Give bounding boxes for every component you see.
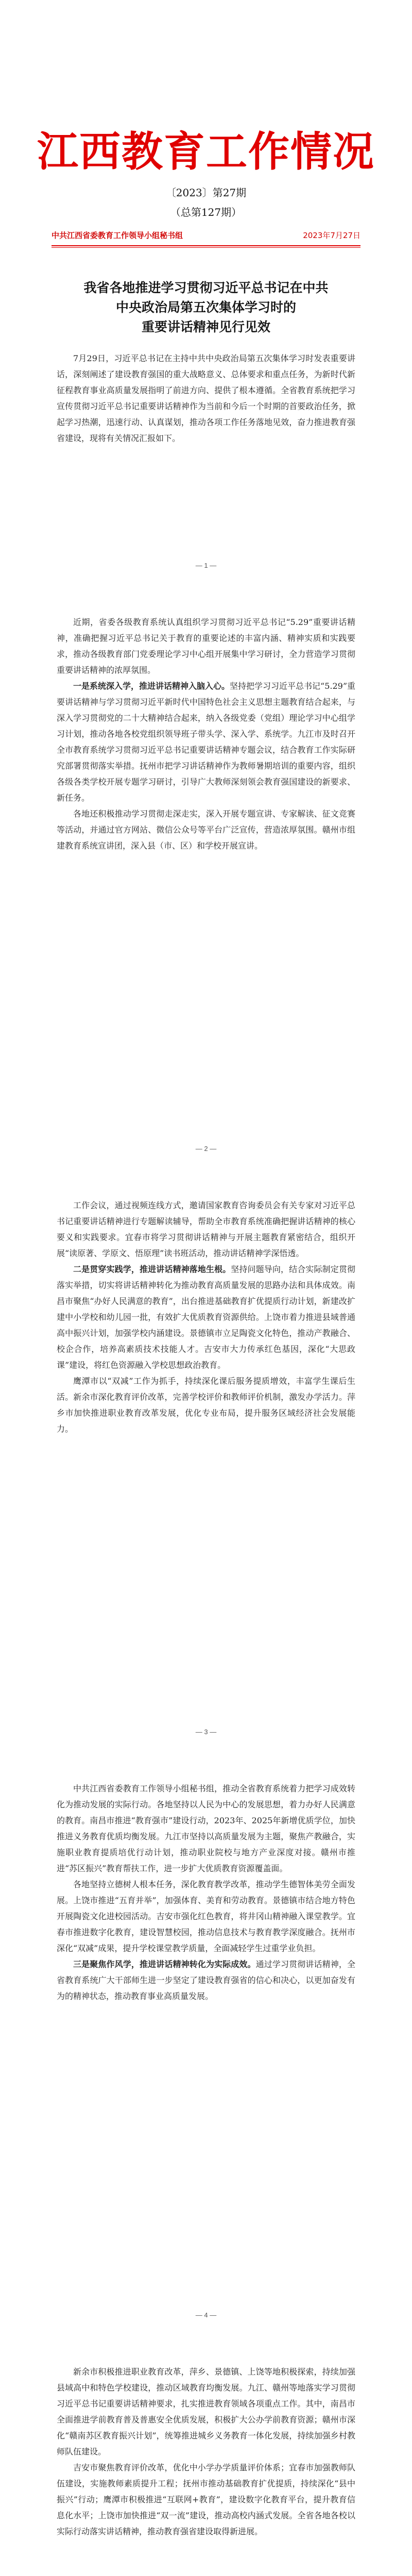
section-2-text: 坚持问题导向，结合实际制定贯彻落实举措，切实将讲话精神转化为推动教育高质量发展的思路办法和具体成效。南昌市聚焦“办好人民满意的教育”，出台推进基础教育扩优提质行动计划，新建改扩建中小学校和幼儿园一批，有效扩大优质教育资源供给。上饶市着力推进县域普通高中振兴计划，加强学校内涵建设。景德镇市立足陶瓷文化特色，推动产教融合、校企合作，培养高素质技术技能人才。吉安市大力传承红色基因，深化“大思政课”建设，将红色资源融入学校思想政治教育。 — [57, 1264, 355, 1370]
body-intro: 近期，省委各级教育系统认真组织学习贯彻习近平总书记“5.29”重要讲话精神，准确把握习近平总书记关于教育的重要论述的丰富内涵、精神实质和实践要求，推动各级教育部门党委理论学习中心组开展集中学习研讨，全力营造学习贯彻重要讲话精神的浓厚氛围。 — [57, 617, 355, 675]
section-1 — [57, 678, 355, 806]
issue-number: 〔2023〕第27期 — [165, 187, 247, 199]
publisher-row — [52, 230, 360, 241]
section-1-heading: 一是系统深入学，推进讲话精神入脑入心。 — [73, 681, 230, 691]
red-divider — [52, 245, 360, 246]
section-2-text-2: 鹰潭市以“双减”工作为抓手，持续深化课后服务提质增效，丰富学生课后生活。新余市深化教育评价改革，完善学校评价和教师评价机制，激发办学活力。萍乡市加快推进职业教育改革发展，优化专业布局，提升服务区域经济社会发展能力。 — [57, 1376, 355, 1434]
section-3-intro: 各地坚持立德树人根本任务，深化教育教学改革，推动学生德智体美劳全面发展。上饶市推进“五育并举”，加强体育、美育和劳动教育。景德镇市结合地方特色开展陶瓷文化进校园活动。吉安市强化红色教育，将井冈山精神融入课堂教学。宜春市推进数字化教育，建设智慧校园，推动信息技术与教育教学深度融合。抚州市深化“双减”成果，提升学校课堂教学质量，全面减轻学生过重学业负担。 — [57, 1879, 355, 1953]
section-2 — [57, 1261, 355, 1373]
page-number: — 4 — — [195, 2311, 217, 2319]
section-3 — [57, 1956, 355, 2004]
body-text — [57, 614, 355, 854]
serial-number: （总第127期） — [170, 206, 242, 218]
publish-date: 2023年7月27日 — [303, 231, 360, 240]
page-1 — [0, 0, 412, 583]
lead-section — [57, 350, 355, 446]
publisher: 中共江西省委教育工作领导小组秘书组 — [52, 231, 183, 240]
section-1-text-2: 各地还积极推动学习贯彻走深走实，深入开展专题宣讲、专家解读、征文竞赛等活动，并通过官方网站、微信公众号等平台广泛宣传，营造浓厚氛围。赣州市组建教育系统宣讲团，深入县（市、区）和学校开展宣讲。 — [57, 809, 355, 851]
red-divider-thin — [52, 247, 360, 248]
body-text — [57, 1197, 355, 1437]
lead-paragraph: 7月29日，习近平总书记在主持中共中央政治局第五次集体学习时发表重要讲话，深刻阐述了建设教育强国的重大战略意义、总体要求和重点任务，为新时代新征程教育事业高质量发展指明了前进方向、提供了根本遵循。全省教育系统把学习宣传贯彻习近平总书记重要讲话精神作为当前和今后一个时期的首要政治任务，掀起学习热潮，迅速行动、认真谋划，推动各项工作任务落地见效，奋力推进教育强省建设，现将有关情况汇报如下。 — [57, 353, 355, 443]
section-3-text: 通过学习贯彻讲话精神，全省教育系统广大干部师生进一步坚定了建设教育强省的信心和决心，以更加奋发有为的精神状态，推动教育事业高质量发展。 — [57, 1959, 355, 2001]
masthead: 江西教育工作情况 — [37, 128, 375, 176]
body-text — [57, 1781, 355, 2004]
body-paragraph-5b: 吉安市聚焦教育评价改革，优化中小学办学质量评价体系；宜春市加强教师队伍建设，实施教师素质提升工程；抚州市推动基础教育扩优提质，持续深化“县中振兴”行动；鹰潭市积极推进“互联网+教育”，建设数字化教育平台，提升教育信息化水平；上饶市加快推进“双一流”建设，推动高校内涵式发展。全省各地各校以实际行动落实讲话精神，推动教育强省建设取得新进展。 — [57, 2463, 355, 2536]
page-number: — 3 — — [195, 1728, 217, 1736]
title-line-3: 重要讲话精神见行见效 — [141, 319, 270, 334]
body-mid-1: 工作会议，通过视频连线方式，邀请国家教育咨询委员会有关专家对习近平总书记重要讲话精神进行专题解读辅导，帮助全市教育系统准确把握讲话精神的核心要义和实践要求。宜春市将学习贯彻讲话精神与开展主题教育紧密结合，组织开展“读原著、学原文、悟原理”读书班活动，推动讲话精神学深悟透。 — [57, 1200, 355, 1258]
body-mid-2: 中共江西省委教育工作领导小组秘书组，推动全省教育系统着力把学习成效转化为推动发展的实际行动。各地坚持以人民为中心的发展思想，着力办好人民满意的教育。南昌市推进“教育强市”建设行动，2023年、2025年新增优质学位，加快推进义务教育优质均衡发展。九江市坚持以高质量发展为主题，聚焦产教融合，实施职业教育提质培优行动计划，推动职业院校与地方产业深度对接。赣州市推进“苏区振兴”教育帮扶工作，进一步扩大优质教育资源覆盖面。 — [57, 1784, 355, 1873]
page-number: — 1 — — [195, 562, 217, 569]
page-3 — [0, 1166, 412, 1750]
title-line-2: 中央政治局第五次集体学习时的 — [115, 300, 296, 315]
title-line-1: 我省各地推进学习贯彻习近平总书记在中共 — [83, 280, 329, 295]
page-4 — [0, 1750, 412, 2333]
body-text — [57, 2364, 355, 2539]
page-number: — 2 — — [195, 1145, 217, 1153]
body-paragraph-5: 新余市积极推进职业教育改革，萍乡、景德镇、上饶等地积极探索，持续加强县域高中和特色学校建设，推动区域教育均衡发展。九江、赣州等地落实学习贯彻习近平总书记重要讲话精神要求，扎实推进教育领域各项重点工作。其中，南昌市全面推进学前教育普及普惠安全优质发展，积极扩大公办学前教育资源；赣州市深化“赣南苏区教育振兴计划”，统筹推进城乡义务教育一体化发展，持续加强乡村教师队伍建设。 — [57, 2367, 355, 2456]
page-2 — [0, 583, 412, 1166]
section-2-heading: 二是贯穿实践学，推进讲话精神落地生根。 — [73, 1264, 231, 1274]
section-1-text: 坚持把学习习近平总书记“5.29”重要讲话精神与学习贯彻习近平新时代中国特色社会主义思想主题教育结合起来，与深入学习贯彻党的二十大精神结合起来，纳入各级党委（党组）理论学习中心组学习计划，推动各地各校党组织领导班子带头学、深入学、系统学。九江市及时召开全市教育系统学习贯彻习近平总书记重要讲话精神专题会议，结合教育工作实际研究部署贯彻落实举措。抚州市把学习讲话精神作为教师暑期培训的重要内容，组织各级各类学校开展专题学习研讨，引导广大教师深刻领会教育强国建设的新要求、新任务。 — [57, 681, 356, 803]
article-title — [57, 278, 355, 337]
page-5 — [0, 2333, 412, 2576]
section-3-heading: 三是聚焦作风学，推进讲话精神转化为实际成效。 — [73, 1959, 256, 1969]
